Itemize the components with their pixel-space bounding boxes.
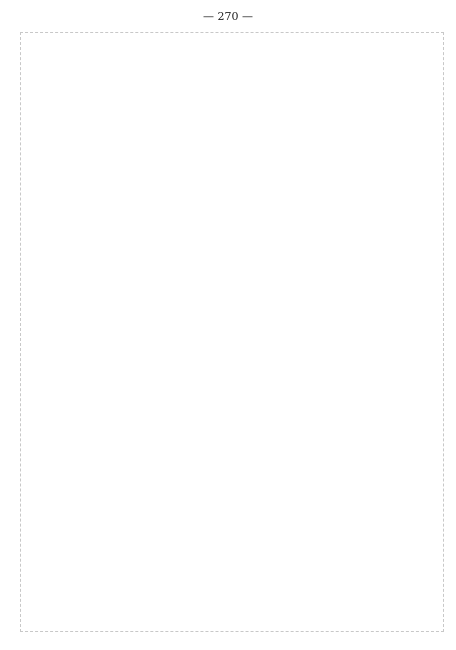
body-text-region [20,32,444,632]
page-number: — 270 — [203,10,253,23]
